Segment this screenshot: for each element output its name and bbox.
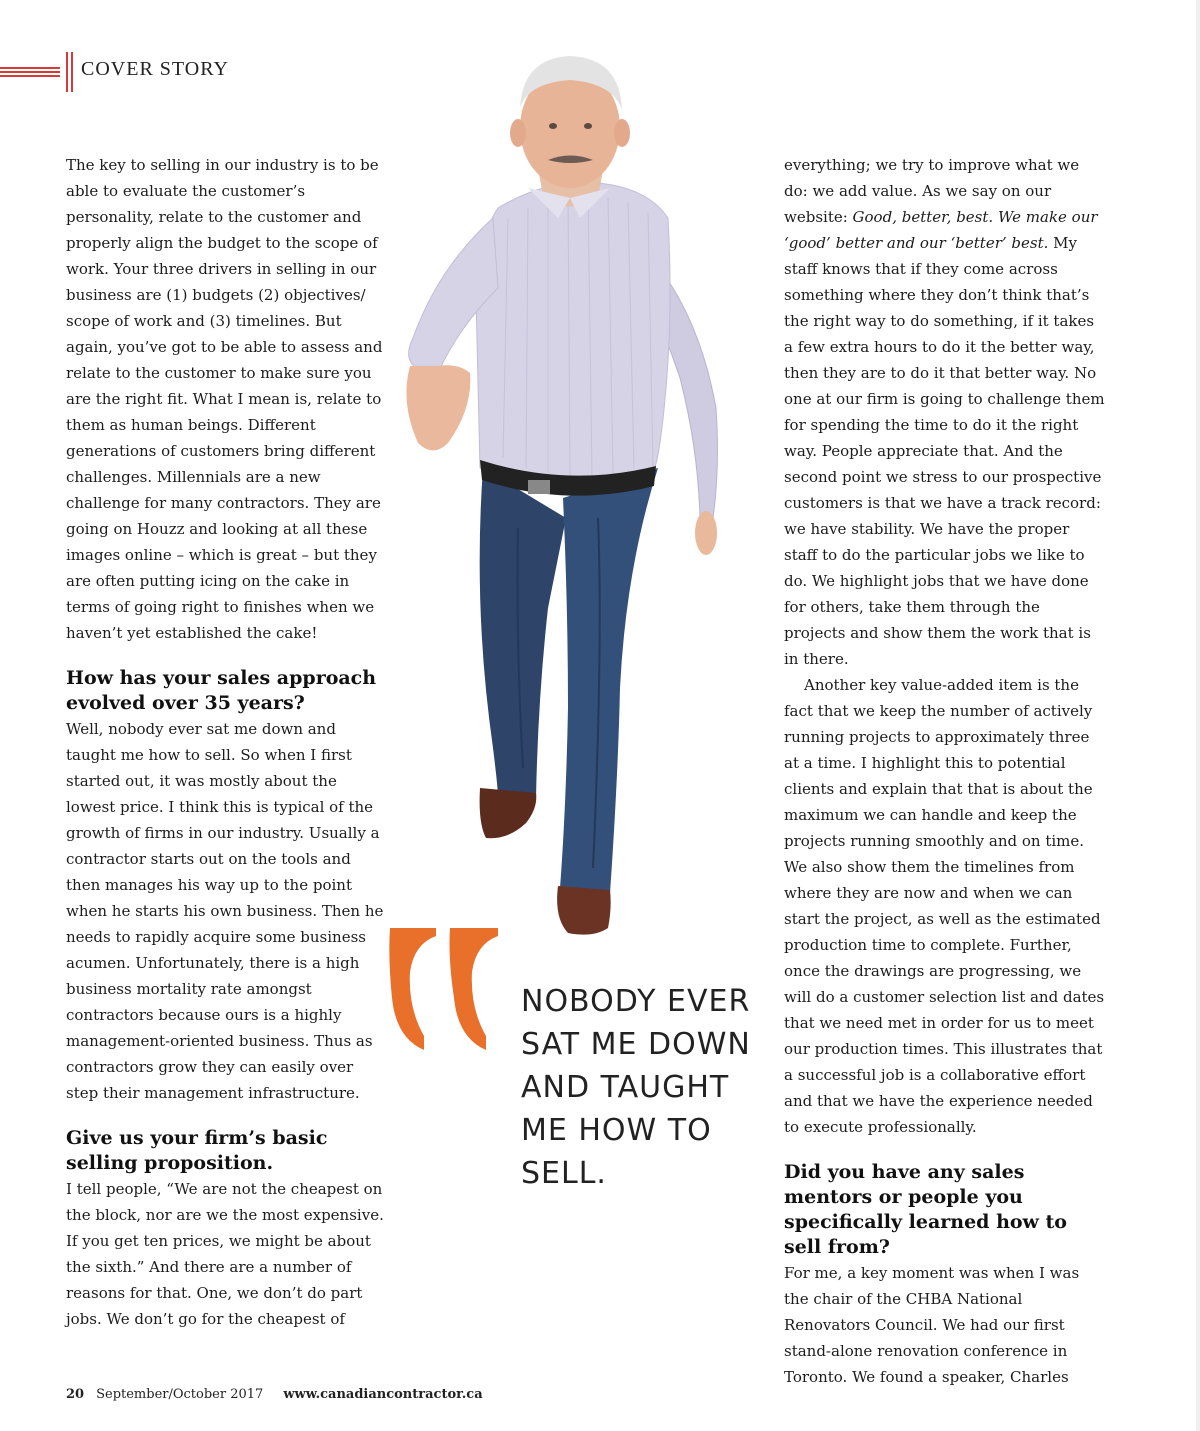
answer-paragraph: I tell people, “We are not the cheapest on the block, nor are we the most expensive. If you get ten prices, we might be about the sixth.” And there are a number of reasons for that. One, we don’t do part jobs. We don’t go for the cheapest of — [66, 1180, 384, 1328]
issue-date: September/October 2017 — [96, 1387, 264, 1402]
section-label: COVER STORY — [81, 58, 229, 80]
man-photo — [398, 48, 758, 938]
quote-mark-icon — [388, 928, 500, 1050]
left-column — [66, 152, 388, 1332]
page-edge — [1196, 0, 1200, 1431]
header-rule-bars — [66, 52, 74, 92]
page-footer — [66, 1387, 483, 1402]
right-column — [784, 152, 1106, 1390]
pull-quote: NOBODY EVER SAT ME DOWN AND TAUGHT ME HOW TO SELL. — [521, 984, 751, 1191]
website-motto: Good, better, best. We make our ‘good’ better and our ‘better’ best. — [784, 208, 1098, 252]
website-link[interactable]: www.canadiancontractor.ca — [283, 1387, 483, 1402]
body-text: everything; we try to improve what we do: we add value. As we say on our website: — [784, 156, 1080, 226]
header-rule-lines — [0, 67, 60, 77]
page-number: 20 — [66, 1387, 85, 1402]
body-paragraph: Another key value-added item is the fact that we keep the number of actively running projects to approximately three at a time. I highlight this to potential clients and explain that that is about the maximum we can handle and keep the projects running smoothly and on time. We also show them the timelines from where they are now and when we can start the project, as well as the estimated production time to complete. Further, once the drawings are progressing, we will do a customer selection list and dates that we need met in order for us to meet our production times. This illustrates that a successful job is a collaborative effort and that we have the experience needed to execute professionally. — [784, 676, 1105, 1136]
question-heading: Did you have any sales mentors or people you specifically learned how to sell from? — [784, 1161, 1067, 1258]
intro-paragraph: The key to selling in our industry is to be able to evaluate the customer’s personality, relate to the customer and properly align the budget to the scope of work. Your three drivers in selling in our business are (1) budgets (2) objectives/ scope of work and (3) timelines. But again, you’ve got to be able to assess and relate to the customer to make sure you are the right fit. What I mean is, relate to them as human beings. Different generations of customers bring different challenges. Millennials are a new challenge for many contractors. They are going on Houzz and looking at all these images online – which is great – but they are often putting icing on the cake in terms of going right to finishes when we haven’t yet established the cake! — [66, 156, 383, 642]
answer-paragraph: For me, a key moment was when I was the chair of the CHBA National Renovators Council. We had our first stand-alone renovation conference in Toronto. We found a speaker, Charles — [784, 1264, 1080, 1386]
body-text: My staff knows that if they come across something where they don’t think that’s the right way to do something, if it takes a few extra hours to do it the better way, then they are to do it that better way. No one at our firm is going to challenge them for spending the time to do it the right way. People appreciate that. And the second point we stress to our prospective customers is that we have a track record: we have stability. We have the proper staff to do the particular jobs we like to do. We highlight jobs that we have done for others, take them through the projects and show them the work that is in there. — [784, 234, 1105, 668]
body-paragraph — [784, 152, 1106, 672]
question-heading: How has your sales approach evolved over 35 years? — [66, 667, 377, 714]
question-heading: Give us your firm’s basic selling proposition. — [66, 1127, 328, 1174]
answer-paragraph: Well, nobody ever sat me down and taught me how to sell. So when I first started out, it was mostly about the lowest price. I think this is typical of the growth of firms in our industry. Usually a contractor starts out on the tools and then manages his way up to the point when he starts his own business. Then he needs to rapidly acquire some business acumen. Unfortunately, there is a high business mortality rate amongst contractors because ours is a highly management-oriented business. Thus as contractors grow they can easily over step their management infrastructure. — [66, 720, 384, 1102]
